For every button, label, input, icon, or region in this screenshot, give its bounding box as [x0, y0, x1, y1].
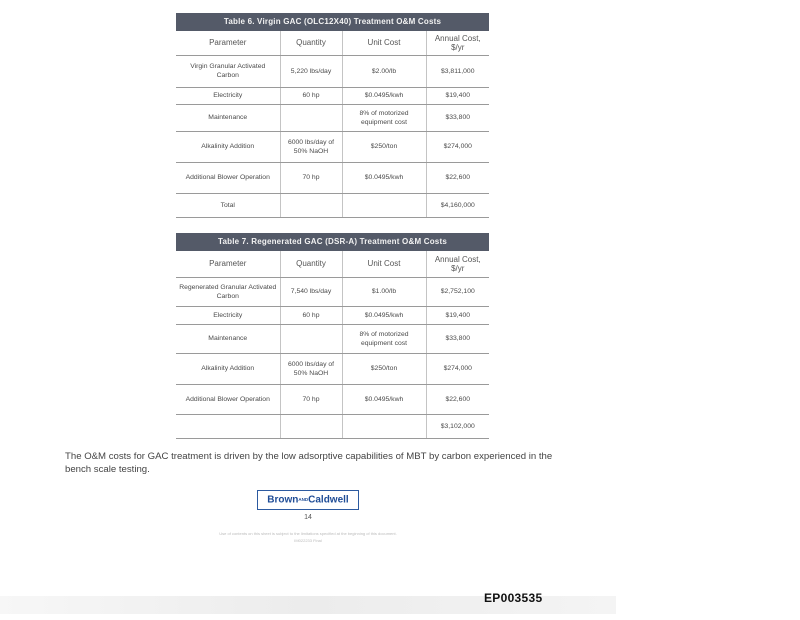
- header-parameter: Parameter: [176, 31, 280, 55]
- cell-annual-cost: $33,800: [426, 104, 489, 131]
- cell-parameter: Alkalinity Addition: [176, 131, 280, 162]
- header-unit-cost: Unit Cost: [342, 31, 426, 55]
- table-7-grid: [176, 251, 489, 439]
- cell-parameter: Electricity: [176, 87, 280, 104]
- header-annual-cost: Annual Cost, $/yr: [426, 31, 489, 55]
- logo-word-caldwell: Caldwell: [308, 494, 349, 506]
- cell-quantity: 60 hp: [280, 306, 342, 324]
- fine-print-doc-id: IM022233 Final: [294, 538, 322, 543]
- cell-quantity: [280, 193, 342, 217]
- header-annual-cost: Annual Cost, $/yr: [426, 251, 489, 277]
- table-row: [176, 353, 489, 384]
- table-total-row: [176, 414, 489, 438]
- table-row: [176, 55, 489, 87]
- cell-quantity: [280, 414, 342, 438]
- cell-unit-cost: $250/ton: [342, 131, 426, 162]
- cell-quantity: [280, 324, 342, 353]
- table-6-title: Table 6. Virgin GAC (OLC12X40) Treatment O&M Costs: [176, 13, 489, 31]
- table-header-row: [176, 251, 489, 277]
- table-6: [176, 13, 489, 218]
- table-row: [176, 324, 489, 353]
- cell-annual-cost: $3,102,000: [426, 414, 489, 438]
- cell-parameter: Electricity: [176, 306, 280, 324]
- cell-annual-cost: $19,400: [426, 306, 489, 324]
- cell-annual-cost: $2,752,100: [426, 277, 489, 306]
- cell-quantity: 6000 lbs/day of 50% NaOH: [280, 131, 342, 162]
- cell-parameter: Maintenance: [176, 104, 280, 131]
- cell-unit-cost: 8% of motorized equipment cost: [342, 324, 426, 353]
- cell-parameter: Additional Blower Operation: [176, 384, 280, 414]
- header-unit-cost: Unit Cost: [342, 251, 426, 277]
- table-total-row: [176, 193, 489, 217]
- cell-quantity: 70 hp: [280, 162, 342, 193]
- cell-parameter: Maintenance: [176, 324, 280, 353]
- brown-and-caldwell-logo: [257, 490, 359, 510]
- header-quantity: Quantity: [280, 251, 342, 277]
- cell-unit-cost: $1.00/lb: [342, 277, 426, 306]
- body-paragraph: The O&M costs for GAC treatment is driven by the low adsorptive capabilities of MBT by carbon experienced in the bench scale testing.: [65, 451, 553, 475]
- table-7: [176, 233, 489, 439]
- logo-word-brown: Brown: [267, 494, 299, 506]
- header-parameter: Parameter: [176, 251, 280, 277]
- cell-annual-cost: $22,600: [426, 162, 489, 193]
- cell-unit-cost: $0.0495/kwh: [342, 384, 426, 414]
- cell-annual-cost: $19,400: [426, 87, 489, 104]
- cell-unit-cost: $0.0495/kwh: [342, 162, 426, 193]
- cell-quantity: [280, 104, 342, 131]
- cell-unit-cost: $250/ton: [342, 353, 426, 384]
- table-row: [176, 384, 489, 414]
- table-7-title: Table 7. Regenerated GAC (DSR-A) Treatment O&M Costs: [176, 233, 489, 251]
- cell-annual-cost: $274,000: [426, 353, 489, 384]
- cell-unit-cost: $0.0495/kwh: [342, 87, 426, 104]
- table-6-grid: [176, 31, 489, 218]
- cell-parameter: Virgin Granular Activated Carbon: [176, 55, 280, 87]
- cell-unit-cost: 8% of motorized equipment cost: [342, 104, 426, 131]
- table-row: [176, 306, 489, 324]
- cell-parameter: [176, 414, 280, 438]
- cell-unit-cost: $2.00/lb: [342, 55, 426, 87]
- fine-print-disclaimer: Use of contents on this sheet is subject to the limitations specified at the beginning of this document.: [219, 531, 397, 536]
- cell-annual-cost: $33,800: [426, 324, 489, 353]
- table-row: [176, 162, 489, 193]
- cell-annual-cost: $274,000: [426, 131, 489, 162]
- cell-unit-cost: $0.0495/kwh: [342, 306, 426, 324]
- page-number: 14: [304, 514, 312, 521]
- table-header-row: [176, 31, 489, 55]
- bates-number: EP003535: [484, 591, 543, 605]
- cell-quantity: 7,540 lbs/day: [280, 277, 342, 306]
- table-row: [176, 277, 489, 306]
- table-row: [176, 131, 489, 162]
- cell-annual-cost: $4,160,000: [426, 193, 489, 217]
- cell-quantity: 60 hp: [280, 87, 342, 104]
- cell-parameter: Additional Blower Operation: [176, 162, 280, 193]
- cell-parameter: Regenerated Granular Activated Carbon: [176, 277, 280, 306]
- cell-parameter: Alkalinity Addition: [176, 353, 280, 384]
- cell-unit-cost: [342, 414, 426, 438]
- cell-quantity: 70 hp: [280, 384, 342, 414]
- cell-quantity: 6000 lbs/day of 50% NaOH: [280, 353, 342, 384]
- cell-annual-cost: $3,811,000: [426, 55, 489, 87]
- table-row: [176, 104, 489, 131]
- cell-unit-cost: [342, 193, 426, 217]
- cell-quantity: 5,220 lbs/day: [280, 55, 342, 87]
- table-row: [176, 87, 489, 104]
- header-quantity: Quantity: [280, 31, 342, 55]
- cell-annual-cost: $22,600: [426, 384, 489, 414]
- logo-word-and: AND: [298, 497, 309, 502]
- cell-parameter: Total: [176, 193, 280, 217]
